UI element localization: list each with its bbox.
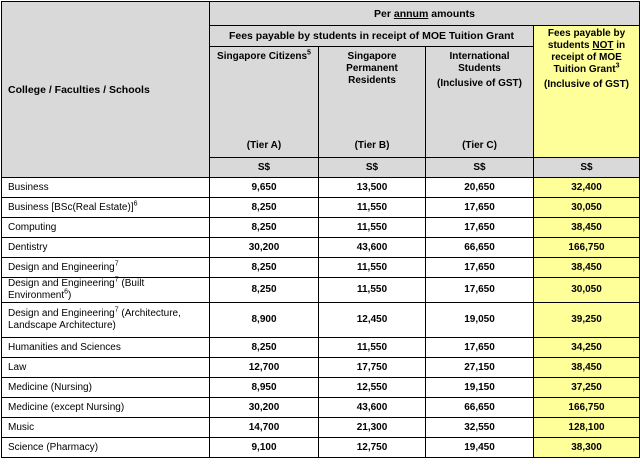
fee-cell-tier-b: 11,550: [319, 198, 426, 218]
fee-cell-tier-c: 20,650: [426, 178, 534, 198]
fee-cell-tier-a: 30,200: [210, 398, 319, 418]
faculty-name: Dentistry: [2, 238, 210, 258]
table-row: [2, 258, 640, 278]
fee-cell-tier-b: 11,550: [319, 278, 426, 303]
sg-pr-line-2: Permanent: [346, 63, 398, 74]
fee-cell-tier-a: 9,100: [210, 438, 319, 458]
fee-cell-tier-d: 38,300: [534, 438, 640, 458]
fee-cell-tier-c: 19,450: [426, 438, 534, 458]
fee-cell-tier-c: 17,650: [426, 198, 534, 218]
table-row: [2, 378, 640, 398]
tier-c-label: (Tier C): [462, 140, 497, 151]
fee-cell-tier-c: 17,650: [426, 218, 534, 238]
fee-cell-tier-b: 43,600: [319, 398, 426, 418]
currency-d: S$: [534, 158, 640, 178]
college-label: College / Faculties / Schools: [8, 83, 150, 96]
table-row: [2, 198, 640, 218]
fee-cell-tier-a: 8,250: [210, 338, 319, 358]
table-row: [2, 338, 640, 358]
fee-cell-tier-c: 17,650: [426, 338, 534, 358]
sg-pr-header: [319, 47, 426, 158]
intl-line-3: (Inclusive of GST): [436, 78, 522, 89]
faculty-name: Science (Pharmacy): [2, 438, 210, 458]
intl-line-2: Students: [458, 63, 501, 74]
per-annum-suffix: amounts: [428, 7, 475, 20]
fee-cell-tier-d: 34,250: [534, 338, 640, 358]
table-row: [2, 438, 640, 458]
intl-students-header: [426, 47, 534, 158]
currency-b: S$: [319, 158, 426, 178]
fee-cell-tier-d: 38,450: [534, 358, 640, 378]
per-annum-header: [210, 2, 640, 26]
fee-cell-tier-d: 166,750: [534, 238, 640, 258]
fee-cell-tier-b: 12,750: [319, 438, 426, 458]
fee-cell-tier-c: 66,650: [426, 238, 534, 258]
fee-cell-tier-d: 37,250: [534, 378, 640, 398]
faculty-name: Computing: [2, 218, 210, 238]
fee-rows: [2, 178, 640, 458]
sg-pr-line-3: Residents: [348, 75, 396, 86]
fee-cell-tier-b: 12,550: [319, 378, 426, 398]
fee-cell-tier-d: 166,750: [534, 398, 640, 418]
per-annum-prefix: Per: [374, 7, 394, 20]
fee-cell-tier-b: 17,750: [319, 358, 426, 378]
fee-cell-tier-a: 8,250: [210, 218, 319, 238]
fee-cell-tier-b: 13,500: [319, 178, 426, 198]
faculty-name: Medicine (except Nursing): [2, 398, 210, 418]
fee-cell-tier-d: 38,450: [534, 218, 640, 238]
faculty-name: Design and Engineering$^7$ (Built Environment$^6$): [2, 278, 210, 303]
table-row: [2, 178, 640, 198]
fee-cell-tier-d: 39,250: [534, 303, 640, 338]
table-row: [2, 238, 640, 258]
fee-cell-tier-b: 11,550: [319, 338, 426, 358]
faculty-name: Humanities and Sciences: [2, 338, 210, 358]
fee-cell-tier-b: 11,550: [319, 258, 426, 278]
fee-cell-tier-b: 11,550: [319, 218, 426, 238]
table-row: [2, 398, 640, 418]
moe-grant-group-header: [210, 26, 534, 47]
table-row: [2, 278, 640, 303]
fee-cell-tier-c: 17,650: [426, 278, 534, 303]
table-row: [2, 358, 640, 378]
sg-citizens-label: Singapore Citizens$^5$: [217, 49, 311, 62]
fee-cell-tier-b: 12,450: [319, 303, 426, 338]
moe-group-label: Fees payable by students in receipt of MOE Tuition Grant: [228, 30, 515, 42]
no-moe-line-4: Tuition Grant$^3$: [553, 62, 620, 75]
no-moe-line-2: students NOT in: [547, 40, 626, 51]
fee-cell-tier-c: 19,050: [426, 303, 534, 338]
fee-cell-tier-b: 21,300: [319, 418, 426, 438]
no-moe-line-5: (Inclusive of GST): [544, 79, 630, 90]
faculty-name: Business: [2, 178, 210, 198]
faculty-name: Medicine (Nursing): [2, 378, 210, 398]
fee-cell-tier-c: 27,150: [426, 358, 534, 378]
fee-cell-tier-a: 9,650: [210, 178, 319, 198]
fee-cell-tier-a: 8,950: [210, 378, 319, 398]
fee-cell-tier-a: 8,250: [210, 258, 319, 278]
fee-cell-tier-a: 30,200: [210, 238, 319, 258]
table-row: [2, 303, 640, 338]
fee-cell-tier-a: 8,250: [210, 198, 319, 218]
fees-table: [1, 1, 640, 458]
faculty-name: Law: [2, 358, 210, 378]
faculty-name: Music: [2, 418, 210, 438]
faculty-name: Design and Engineering$^7$: [2, 258, 210, 278]
fee-cell-tier-d: 38,450: [534, 258, 640, 278]
per-annum-underlined: annum: [393, 7, 429, 20]
no-moe-line-1: Fees payable by: [547, 28, 626, 39]
faculty-name: Business [BSc(Real Estate)]$^6$: [2, 198, 210, 218]
table-row: [2, 418, 640, 438]
fee-cell-tier-d: 30,050: [534, 278, 640, 303]
fee-cell-tier-c: 66,650: [426, 398, 534, 418]
fee-cell-tier-a: 12,700: [210, 358, 319, 378]
fee-cell-tier-a: 8,250: [210, 278, 319, 303]
fee-cell-tier-d: 30,050: [534, 198, 640, 218]
fee-cell-tier-d: 32,400: [534, 178, 640, 198]
fee-cell-tier-d: 128,100: [534, 418, 640, 438]
sg-pr-line-1: Singapore: [347, 51, 397, 62]
sg-citizens-header: [210, 47, 319, 158]
no-moe-grant-header: [534, 26, 640, 158]
fee-cell-tier-a: 14,700: [210, 418, 319, 438]
intl-line-1: International: [449, 51, 510, 62]
table-row: [2, 218, 640, 238]
fee-cell-tier-c: 32,550: [426, 418, 534, 438]
fee-cell-tier-a: 8,900: [210, 303, 319, 338]
college-column-header: [2, 2, 210, 178]
tier-a-label: (Tier A): [246, 140, 282, 151]
no-moe-line-3: receipt of MOE: [551, 52, 622, 63]
fee-cell-tier-c: 19,150: [426, 378, 534, 398]
fee-cell-tier-b: 43,600: [319, 238, 426, 258]
tier-b-label: (Tier B): [354, 140, 390, 151]
currency-a: S$: [210, 158, 319, 178]
fee-cell-tier-c: 17,650: [426, 258, 534, 278]
faculty-name: Design and Engineering$^7$ (Architecture, Landscape Architecture): [2, 303, 210, 338]
currency-c: S$: [426, 158, 534, 178]
